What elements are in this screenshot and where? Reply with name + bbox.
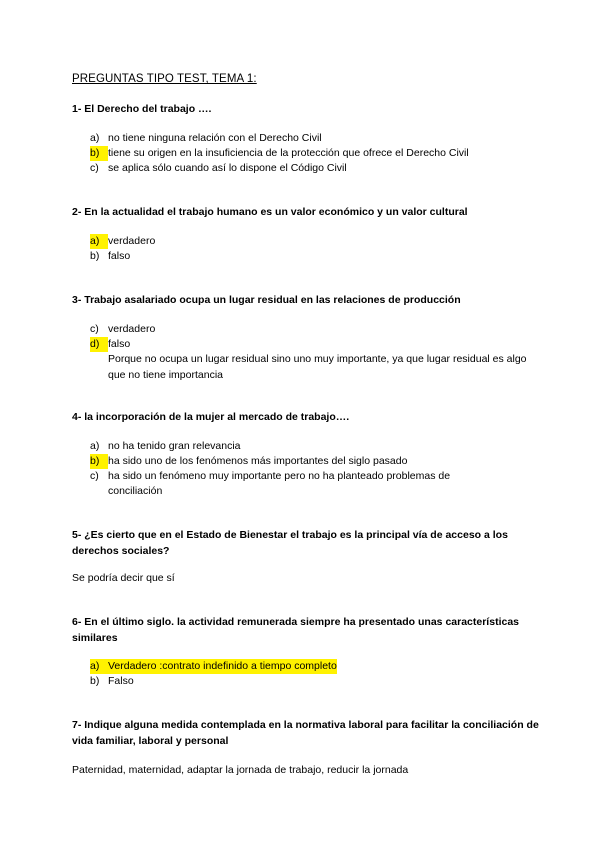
q6-option-b	[90, 674, 550, 689]
q3-explanation: Porque no ocupa un lugar residual sino uno muy importante, ya que lugar residual es algo que no tiene importancia	[108, 353, 527, 381]
q1-option-b-marker: b)	[90, 146, 108, 161]
q3-option-c-marker: c)	[90, 323, 99, 335]
q3-option-d	[90, 337, 550, 352]
q4-option-a-text: no ha tenido gran relevancia	[108, 440, 241, 452]
question-3: 3- Trabajo asalariado ocupa un lugar residual en las relaciones de producción	[72, 294, 461, 306]
question-4: 4- la incorporación de la mujer al mercado de trabajo….	[72, 411, 350, 423]
question-6: 6- En el último siglo. la actividad remunerada siempre ha presentado unas características similares	[72, 616, 519, 644]
q1-option-b	[90, 146, 550, 161]
q4-option-c-text-line2: conciliación	[108, 485, 163, 497]
q2-option-b	[90, 249, 550, 264]
q4-option-b-marker: b)	[90, 454, 108, 469]
q4-option-a	[90, 439, 550, 454]
q2-option-b-marker: b)	[90, 250, 100, 262]
question-7: 7- Indique alguna medida contemplada en la normativa laboral para facilitar la conciliación de vida familiar, laboral y personal	[72, 719, 539, 747]
q6-option-b-text: Falso	[108, 675, 134, 687]
q7-answer: Paternidad, maternidad, adaptar la jornada de trabajo, reducir la jornada	[72, 764, 409, 776]
question-1: 1- El Derecho del trabajo ….	[72, 103, 212, 115]
q3-option-d-marker: d)	[90, 337, 108, 352]
q1-option-c	[90, 161, 550, 176]
q2-option-a-marker: a)	[90, 234, 108, 249]
q1-option-a-marker: a)	[90, 132, 100, 144]
q2-option-a	[90, 234, 550, 249]
question-2: 2- En la actualidad el trabajo humano es un valor económico y un valor cultural	[72, 206, 468, 218]
q1-option-c-text: se aplica sólo cuando así lo dispone el Código Civil	[108, 162, 347, 174]
page-title: PREGUNTAS TIPO TEST, TEMA 1:	[72, 73, 257, 85]
q1-option-b-text: tiene su origen en la insuficiencia de la protección que ofrece el Derecho Civil	[108, 147, 469, 159]
q4-option-c-marker: c)	[90, 470, 99, 482]
q2-option-b-text: falso	[108, 250, 131, 262]
q2-option-a-text: verdadero	[108, 235, 156, 247]
q4-option-b-text: ha sido uno de los fenómenos más importantes del siglo pasado	[108, 455, 408, 467]
question-5: 5- ¿Es cierto que en el Estado de Bienestar el trabajo es la principal vía de acceso a los derechos sociales?	[72, 529, 508, 557]
q4-option-c-text: ha sido un fenómeno muy importante pero no ha planteado problemas de	[108, 470, 451, 482]
q4-option-c	[90, 469, 550, 484]
q3-option-d-text: falso	[108, 338, 131, 350]
q6-option-b-marker: b)	[90, 675, 100, 687]
q6-option-a	[90, 659, 550, 674]
q3-option-c	[90, 322, 550, 337]
q1-option-c-marker: c)	[90, 162, 99, 174]
q1-option-a-text: no tiene ninguna relación con el Derecho Civil	[108, 132, 322, 144]
q4-option-c-continuation	[90, 484, 550, 499]
q6-option-a-text: Verdadero :contrato indefinido a tiempo completo	[108, 660, 337, 672]
q3-option-c-text: verdadero	[108, 323, 156, 335]
q5-answer: Se podría decir que sí	[72, 572, 175, 584]
q4-option-a-marker: a)	[90, 440, 100, 452]
q4-option-b	[90, 454, 550, 469]
q1-option-a	[90, 131, 550, 146]
q6-option-a-marker: a)	[90, 659, 108, 674]
